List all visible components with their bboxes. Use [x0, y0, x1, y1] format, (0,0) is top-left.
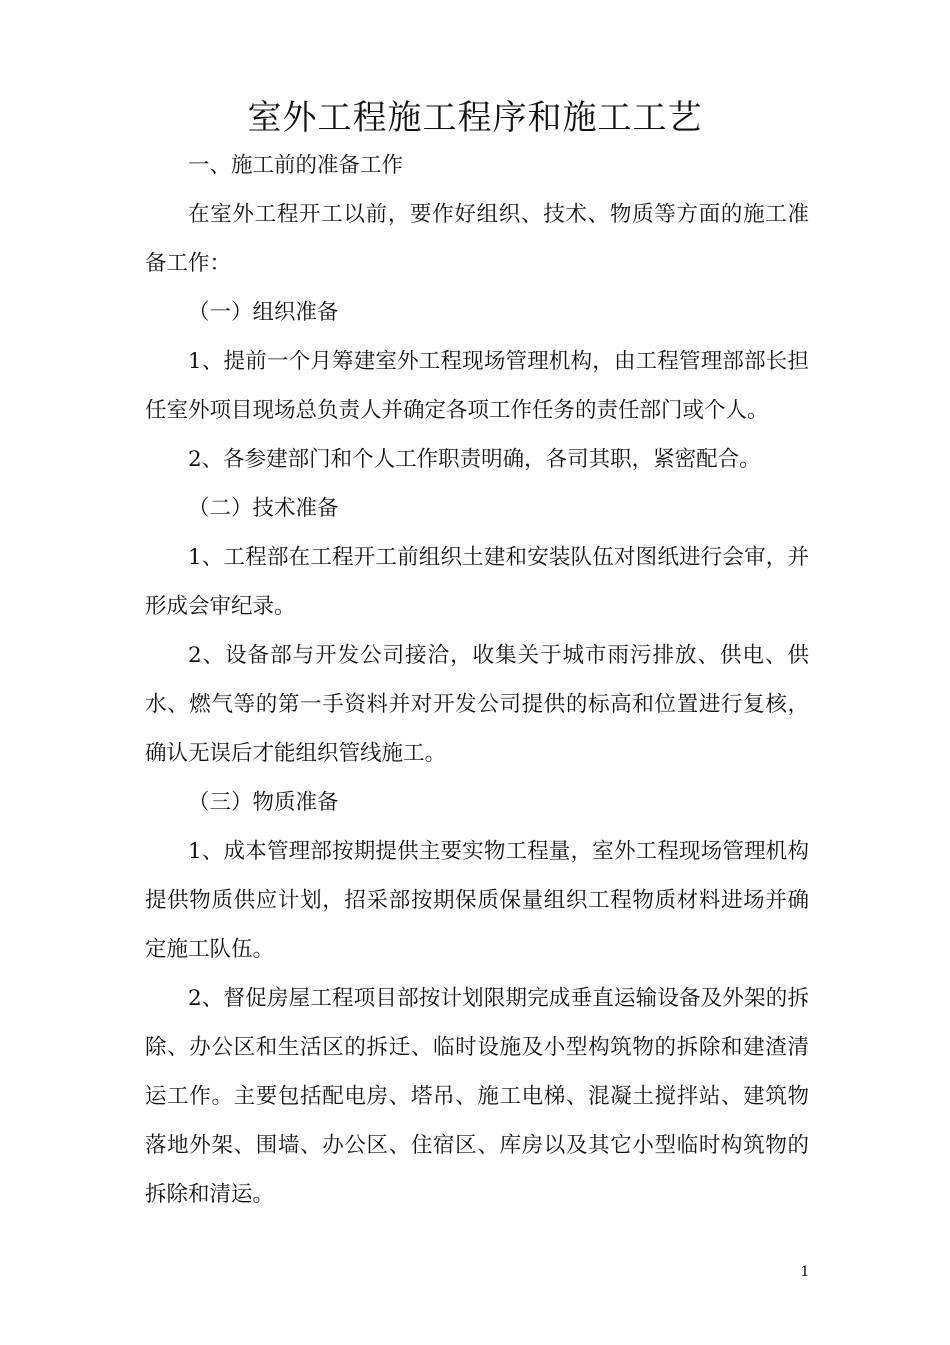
- material-item-2: 2、督促房屋工程项目部按计划限期完成垂直运输设备及外架的拆除、办公区和生活区的拆迁、临时设施及小型构筑物的拆除和建渣清运工作。主要包括配电房、塔吊、施工电梯、混凝土搅拌站、建筑物落地外架、围墙、办公区、住宿区、库房以及其它小型临时构筑物的拆除和清运。: [145, 986, 809, 1207]
- organization-item-2: 2、各参建部门和个人工作职责明确，各司其职，紧密配合。: [188, 447, 761, 472]
- technical-item-2: 2、设备部与开发公司接洽，收集关于城市雨污排放、供电、供水、燃气等的第一手资料并对开发公司提供的标高和位置进行复核，确认无误后才能组织管线施工。: [145, 643, 809, 766]
- technical-item-1: 1、工程部在工程开工前组织土建和安装队伍对图纸进行会审，并形成会审纪录。: [145, 545, 809, 619]
- organization-item-1: 1、提前一个月筹建室外工程现场管理机构，由工程管理部部长担任室外项目现场总负责人并确定各项工作任务的责任部门或个人。: [145, 349, 809, 423]
- subsection-heading-technical: （二）技术准备: [188, 496, 339, 521]
- section-heading-1: 一、施工前的准备工作: [188, 153, 404, 178]
- subsection-heading-material: （三）物质准备: [188, 790, 339, 815]
- page-number: 1: [800, 1264, 810, 1280]
- document-body: [145, 141, 809, 1219]
- document-title: 室外工程施工程序和施工工艺: [247, 98, 703, 138]
- intro-paragraph: 在室外工程开工以前，要作好组织、技术、物质等方面的施工准备工作：: [145, 202, 809, 276]
- subsection-heading-organization: （一）组织准备: [188, 300, 339, 325]
- material-item-1: 1、成本管理部按期提供主要实物工程量，室外工程现场管理机构提供物质供应计划，招采部按期保质保量组织工程物质材料进场并确定施工队伍。: [145, 839, 809, 962]
